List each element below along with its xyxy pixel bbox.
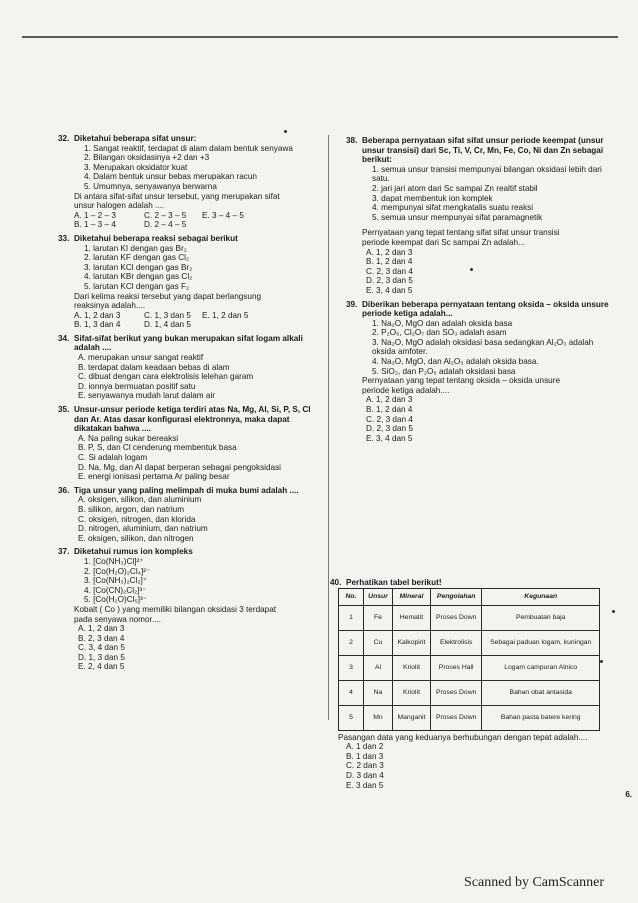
answer-options: A. merupakan unsur sangat reaktif B. terdapat dalam keadaan bebas di alam C. dibuat dengan cara elektrolisis lelehan garam D. ionnya bermuatan positif satu E. senyawanya mudah larut dalam air [78,353,254,401]
question-32: 32. Diketahui beberapa sifat unsur: 1. Sangat reaktif, terdapat di alam dalam bentuk senyawa 2. Bilangan oksidasinya +2 dan +3 3. Merupakan oksidator kuat 4. Dalam bentuk unsur bebas merupakan racun 5. Umumnya, senyawanya berwarna Di antara sifat-sifat unsur tersebut, yang merupakan sifat unsur halogen adalah .... A. 1 – 2 – 3 C. 2 – 3 – 5 E. 3 – 4 – 5 B. 1 – 3 – 4 D. 2 – 4 – 5 [58,134,326,230]
scan-speck [600,660,603,663]
answer-options: A. 1 – 2 – 3 C. 2 – 3 – 5 E. 3 – 4 – 5 B. 1 – 3 – 4 D. 2 – 4 – 5 [74,210,244,230]
question-39: 39. Diberikan beberapa pernyataan tentang oksida – oksida unsure periode ketiga adalah... 1. Na₂O, MgO dan adalah oksida basa 2. P₂O₅, Cl₂O₇ dan SO₃ adalah asam 3. Na₂O, MgO adalah oksidasi basa sedangkan Al₂O₃ adalah oksida amfoter. 4. Na₂O, MgO, dan Al₂O₃ adalah oksida basa. 5. SiO₂, dan P₂O₅ adalah oksidasi basa Pernyataan yang tepat tentang oksida – oksida unsure periode ketiga adalah.... A. 1, 2 dan 3 B. 1, 2 dan 4 C. 2, 3 dan 4 D. 2, 3 dan 5 E. 3, 4 dan 5 [346,300,616,444]
answer-options: A. 1, 2 dan 3 B. 2, 3 dan 4 C. 3, 4 dan 5 D. 1, 3 dan 5 E. 2, 4 dan 5 [78,624,125,672]
right-column [346,136,616,447]
question-36: 36. Tiga unsur yang paling melimpah di muka bumi adalah .... A. oksigen, silikon, dan aluminium B. silikon, argon, dan natrium C. oksigen, nitrogen, dan klorida D. nitrogen, aluminium, dan natrium E. oksigen, silikon, dan nitrogen [58,486,326,544]
table-header-row: No. Unsur Mineral Pengolahan Kegunaan [339,588,600,605]
question-33: 33. Diketahui beberapa reaksi sebagai berikut 1. larutan KI dengan gas Br₂ 2. larutan KF dengan gas Cl₂ 3. larutan KCl dengan gas Br₂ 4. larutan KBr dengan gas Cl₂ 5. larutan KCl dengan gas F₂ Dari kelima reaksi tersebut yang dapat berlangsung reaksinya adalah.... A. 1, 2 dan 3 C. 1, 3 dan 5 E. 1, 2 dan 5 B. 1, 3 dan 4 D. 1, 4 dan 5 [58,234,326,330]
scan-speck [284,130,287,133]
table-row: 3 Al Kriolit Proses Hall Logam campuran Alnico [339,655,600,680]
scan-speck [612,610,615,613]
answer-options: A. 1, 2 dan 3 C. 1, 3 dan 5 E. 1, 2 dan 5 B. 1, 3 dan 4 D. 1, 4 dan 5 [74,310,249,330]
minerals-table [338,588,600,731]
scan-top-border [22,36,618,38]
answer-options: A. 1, 2 dan 3 B. 1, 2 dan 4 C. 2, 3 dan 4 D. 2, 3 dan 5 E. 3, 4 dan 5 [366,395,413,443]
answer-options: A. Na paling sukar bereaksi B. P, S, dan Cl cenderung membentuk basa C. Si adalah logam D. Na, Mg, dan Al dapat berperan sebagai pengoksidasi E. energi ionisasi pertama Ar paling besar [78,433,281,482]
left-column [58,134,326,676]
column-divider [328,135,329,720]
table-row: 2 Cu Kalkopirit Elektrolisis Sebagai paduan logam, kuningan [339,630,600,655]
question-38: 38. Beberapa pernyataan sifat sifat unsur periode keempat (unsur unsur transisi) dari Sc, Ti, V, Cr, Mn, Fe, Co, Ni dan Zn sebagai berikut: 1. semua unsur transisi mempunyai bilangan oksidasi lebih dari satu. 2. jari jari atom dari Sc sampai Zn realtif stabil 3. dapat membentuk ion komplek 4. mempunyai sifat mengkatalis suatu reaksi 5. semua unsur mempunyai sifat paramagnetik Pernyataan yang tepat tentang sifat sifat unsur transisi periode keempat dari Sc sampai Zn adalah... A. 1, 2 dan 3 B. 1, 2 dan 4 C. 2, 3 dan 4 D. 2, 3 dan 5 E. 3, 4 dan 5 [346,136,616,296]
table-row: 5 Mn Manganit Proses Down Bahan pasta batere kering [339,705,600,730]
question-40: 40. Perhatikan tabel berikut! No. Unsur Mineral Pengolahan Kegunaan 1 Fe Hematit Proses Down Pembuatan baja 2 Cu Kalkopirit Elektrolisis Sebagai paduan logam, kuningan 3 Al Kriolit Proses Hall Logam campuran Alnico 4 Na Kriolit Proses Down Bahan obat antasida 5 Mn Manganit Proses Down Bahan pasta batere kering Pasangan data yang keduanya berhubungan dengan tepat adalah.... A. 1 dan 2 B. 1 dan 3 C. 2 dan 3 D. 3 dan 4 E. 3 dan 5 [330,578,618,790]
scan-speck [470,268,473,271]
question-37: 37. Diketahui rumus ion kompleks 1. [Co(NH₃)Cl]²⁺ 2. [Co(H₂O)₂Cl₄]²⁻ 3. [Co(NH₃)₂Cl₂]⁺ 4. [Co(CN)₂Cl₂]³⁻ 5. [Co(H₂O)Cl₅]³⁻ Kobalt ( Co ) yang memiliki bilangan oksidasi 3 terdapat pada senyawa nomor.... A. 1, 2 dan 3 B. 2, 3 dan 4 C. 3, 4 dan 5 D. 1, 3 dan 5 E. 2, 4 dan 5 [58,547,326,672]
answer-options: A. 1 dan 2 B. 1 dan 3 C. 2 dan 3 D. 3 dan 4 E. 3 dan 5 [346,742,384,790]
margin-mark: 6. [625,790,632,799]
scanner-watermark: Scanned by CamScanner [464,875,604,890]
question-34: 34. Sifat-sifat berikut yang bukan merupakan sifat logam alkali adalah .... A. merupakan unsur sangat reaktif B. terdapat dalam keadaan bebas di alam C. dibuat dengan cara elektrolisis lelehan garam D. ionnya bermuatan positif satu E. senyawanya mudah larut dalam air [58,334,326,401]
answer-options: A. oksigen, silikon, dan aluminium B. silikon, argon, dan natrium C. oksigen, nitrogen, dan klorida D. nitrogen, aluminium, dan natrium E. oksigen, silikon, dan nitrogen [78,495,208,543]
table-row: 4 Na Kriolit Proses Down Bahan obat antasida [339,680,600,705]
answer-options: A. 1, 2 dan 3 B. 1, 2 dan 4 C. 2, 3 dan 4 D. 2, 3 dan 5 E. 3, 4 dan 5 [366,247,413,295]
table-row: 1 Fe Hematit Proses Down Pembuatan baja [339,605,600,630]
question-35: 35. Unsur-unsur periode ketiga terdiri atas Na, Mg, Al, Si, P, S, Cl dan Ar. Atas dasar konfigurasi elektronnya, maka dapat dikatakan bahwa .... A. Na paling sukar bereaksi B. P, S, dan Cl cenderung membentuk basa C. Si adalah logam D. Na, Mg, dan Al dapat berperan sebagai pengoksidasi E. energi ionisasi pertama Ar paling besar [58,405,326,482]
